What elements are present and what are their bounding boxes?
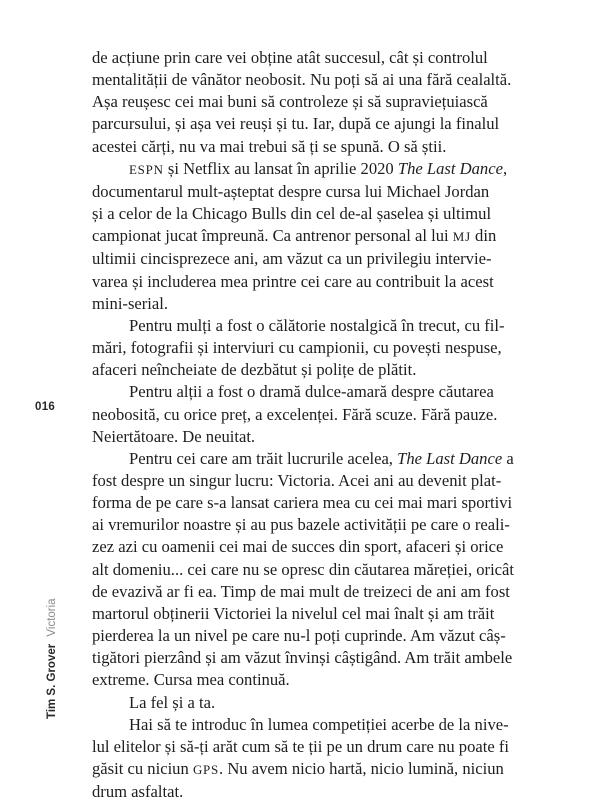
text-line: fost despre un singur lucru: Victoria. Acei ani au devenit plat- [92, 470, 502, 490]
running-head-book-title: Victoria [46, 598, 58, 637]
text-line: Pentru mulți a fost o călătorie nostalgică în trecut, cu fil- [129, 315, 505, 335]
text-line: mări, fotografii și interviuri cu campionii, cu povești nespuse, [92, 338, 502, 358]
text-line: Neiertătoare. De neuitat. [92, 426, 256, 446]
text-line: ultimii cincisprezece ani, am văzut ca un privilegiu intervie- [92, 249, 492, 269]
text-line: tigători pierzând și am văzut învinși câștigând. Am trăit ambele [92, 648, 513, 668]
text-line: neobosită, cu orice preț, a excelenței. Fără scuze. Fără pauze. [92, 404, 498, 424]
body-text [92, 47, 522, 803]
italic-title: The Last Dance [397, 448, 503, 468]
small-caps-acronym: MJ [452, 229, 471, 245]
text-line: găsit cu niciun GPS. Nu avem nicio hartă, nicio lumină, niciun [92, 759, 504, 778]
text-line: de evazivă ar fi ea. Timp de mai mult de treizeci de ani am fost [92, 581, 510, 601]
text-line: Pentru alții a fost o dramă dulce-amară despre căutarea [129, 382, 494, 402]
text-line: alt domeniu... cei care nu se opresc din căutarea măreției, oricât [92, 559, 515, 579]
small-caps-acronym: ESPN [129, 161, 164, 177]
text-line: ai vremurilor noastre și au pus bazele activității pe care o reali- [92, 515, 510, 535]
text-line: varea și includerea mea printre cei care au contribuit la acest [92, 271, 494, 291]
text-line: pierderea la un nivel pe care nu-l poți cuprinde. Am văzut câș- [92, 626, 506, 646]
text-line: lul elitelor și să-ți arăt cum să te ții pe un drum care nu poate fi [92, 736, 510, 756]
text-line: și a celor de la Chicago Bulls din cel de-al șaselea și ultimul [92, 204, 492, 224]
text-line: drum asfaltat. [92, 782, 184, 802]
text-line: Așa reușesc cei mai buni să controleze și să supraviețuiască [92, 92, 488, 112]
text-line: mini-serial. [92, 293, 169, 313]
small-caps-acronym: GPS [192, 762, 220, 777]
text-line: mentalității de vânător neobosit. Nu poți să ai una fără cealaltă. [92, 70, 512, 90]
text-line: Hai să te introduc în lumea competiției acerbe de la nive- [129, 714, 509, 734]
text-line: afaceri neîncheiate de dezbătut și polițe de plătit. [92, 360, 417, 380]
text-line: documentarul mult-așteptat despre cursa lui Michael Jordan [92, 181, 490, 201]
text-line: extreme. Cursa mea continuă. [92, 670, 290, 690]
text-line: parcursului, și așa vei reuși și tu. Iar, după ce ajungi la finalul [92, 114, 500, 134]
page-number: 016 [35, 401, 56, 413]
text-line: ESPN și Netflix au lansat în aprilie 2020 The Last Dance, [129, 158, 508, 178]
text-line: forma de pe care s-a lansat cariera mea cu cei mai mari sportivi [92, 493, 513, 513]
text-line: Pentru cei care am trăit lucrurile acelea, The Last Dance a [129, 448, 514, 468]
running-head [46, 598, 58, 719]
text-line: acestei cărți, nu va mai trebui să ți se spună. O să știi. [92, 136, 447, 156]
text-line: campionat jucat împreună. Ca antrenor personal al lui MJ din [92, 226, 497, 246]
text-line: La fel și a ta. [129, 692, 216, 712]
running-head-author: Tim S. Grover [46, 643, 58, 719]
italic-title: The Last Dance [397, 158, 503, 178]
text-line: de acțiune prin care vei obține atât succesul, cât și controlul [92, 48, 488, 67]
text-line: zez azi cu oamenii cei mai de succes din sport, afaceri și orice [92, 537, 504, 557]
text-line: martorul obținerii Victoriei la nivelul cel mai înalt și am trăit [92, 603, 495, 623]
